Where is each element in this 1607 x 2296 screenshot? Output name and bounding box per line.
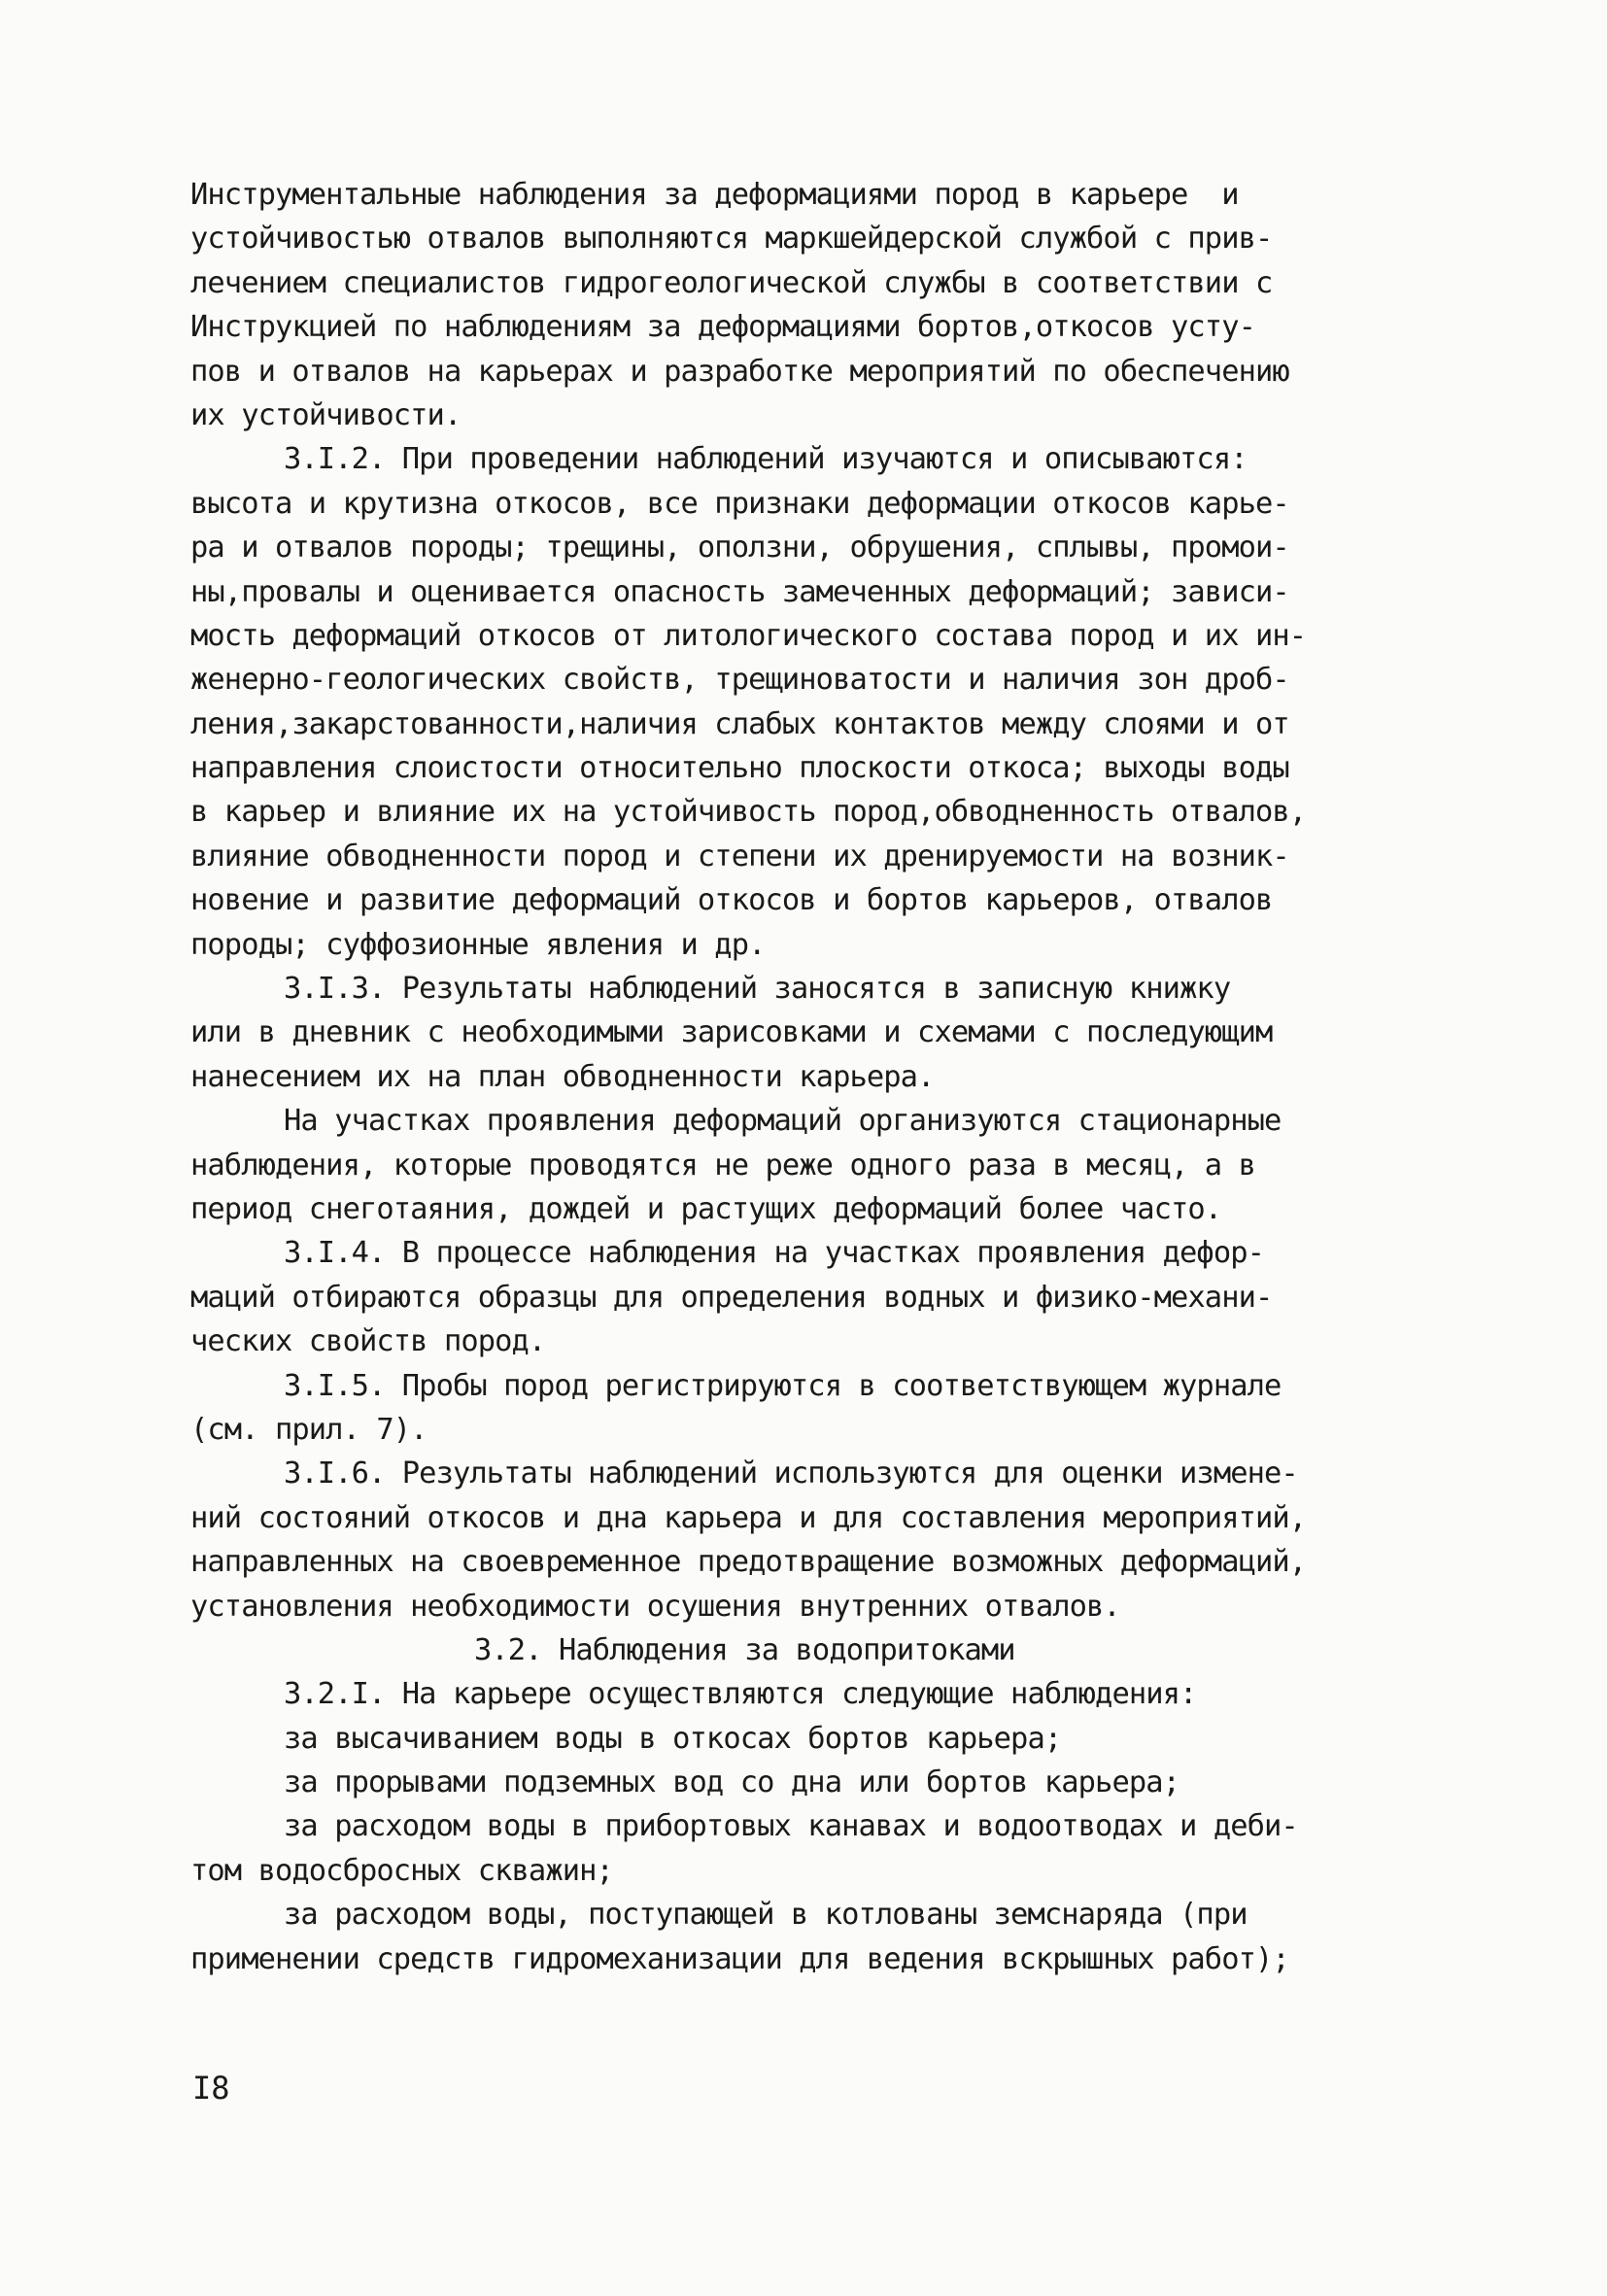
text-line: направленных на своевременное предотвращение возможных деформаций, <box>190 1545 1307 1580</box>
page-number: I8 <box>192 2070 230 2107</box>
text-line: период снеготаяния, дождей и растущих деформаций более часто. <box>190 1191 1222 1226</box>
text-line: высота и крутизна откосов, все признаки деформации откосов карье- <box>190 486 1289 521</box>
text-line: направления слоистости относительно плоскости откоса; выходы воды <box>190 751 1289 786</box>
section-3-2-1: 3.2.I. На карьере осуществляются следующие наблюдения: <box>284 1677 1197 1712</box>
text-line: наблюдения, которые проводятся не реже одного раза в месяц, а в <box>190 1148 1255 1182</box>
text-line: применении средств гидромеханизации для ведения вскрышных работ); <box>190 1941 1289 1976</box>
text-line: нанесением их на план обводненности карьера. <box>190 1059 935 1094</box>
text-line: устойчивостью отвалов выполняются маркшейдерской службой с прив- <box>190 222 1273 257</box>
document-body <box>190 173 1444 1981</box>
text-line: том водосбросных скважин; <box>190 1853 613 1888</box>
list-item: за расходом воды в прибортовых канавах и водоотводах и деби- <box>284 1809 1298 1844</box>
text-line: маций отбираются образцы для определения водных и физико-механи- <box>190 1280 1273 1315</box>
text-line: новение и развитие деформаций откосов и бортов карьеров, отвалов <box>190 883 1273 918</box>
section-3-1-3: 3.I.3. Результаты наблюдений заносятся в записную книжку <box>284 972 1231 1007</box>
text-line: женерно-геологических свойств, трещиноватости и наличия зон дроб- <box>190 663 1289 698</box>
text-line: породы; суффозионные явления и др. <box>190 927 766 962</box>
text-line: Инструкцией по наблюдениям за деформациями бортов,откосов усту- <box>190 310 1255 345</box>
text-line: ления,закарстованности,наличия слабых контактов между слоями и от <box>190 706 1289 741</box>
text-line: ний состояний откосов и дна карьера и для составления мероприятий, <box>190 1500 1307 1535</box>
text-line: ра и отвалов породы; трещины, оползни, обрушения, сплывы, промои- <box>190 531 1289 565</box>
section-3-1-4: 3.I.4. В процессе наблюдения на участках проявления дефор- <box>284 1236 1265 1271</box>
text-line: или в дневник с необходимыми зарисовками и схемами с последующим <box>190 1015 1273 1050</box>
list-item: за расходом воды, поступающей в котлованы земснаряда (при <box>284 1898 1248 1933</box>
text-line: влияние обводненности пород и степени их дренируемости на возник- <box>190 839 1289 874</box>
section-3-1-6: 3.I.6. Результаты наблюдений используются для оценки измене- <box>284 1456 1298 1491</box>
text-line: (см. прил. 7). <box>190 1412 427 1447</box>
paragraph-deformation-sites: На участках проявления деформаций организуются стационарные <box>284 1104 1282 1139</box>
list-item: за прорывами подземных вод со дна или бортов карьера; <box>284 1765 1180 1800</box>
text-line: их устойчивости. <box>190 397 462 432</box>
text-line: установления необходимости осушения внутренних отвалов. <box>190 1589 1120 1624</box>
list-item: за высачиванием воды в откосах бортов карьера; <box>284 1721 1062 1756</box>
section-3-1-5: 3.I.5. Пробы пород регистрируются в соответствующем журнале <box>284 1368 1282 1403</box>
text-line: пов и отвалов на карьерах и разработке мероприятий по обеспечению <box>190 354 1289 389</box>
text-line: Инструментальные наблюдения за деформациями пород в карьере и <box>190 178 1239 212</box>
text-line: в карьер и влияние их на устойчивость пород,обводненность отвалов, <box>190 795 1307 830</box>
text-line: ческих свойств пород. <box>190 1324 546 1359</box>
section-heading-3-2: 3.2. Наблюдения за водопритоками <box>474 1632 1015 1667</box>
text-line: мость деформаций откосов от литологического состава пород и их ин- <box>190 618 1307 653</box>
text-line: ны,провалы и оценивается опасность замеченных деформаций; зависи- <box>190 574 1289 609</box>
section-3-1-2: 3.I.2. При проведении наблюдений изучаются и описываются: <box>284 442 1248 477</box>
text-line: лечением специалистов гидрогеологической службы в соответствии с <box>190 265 1273 300</box>
